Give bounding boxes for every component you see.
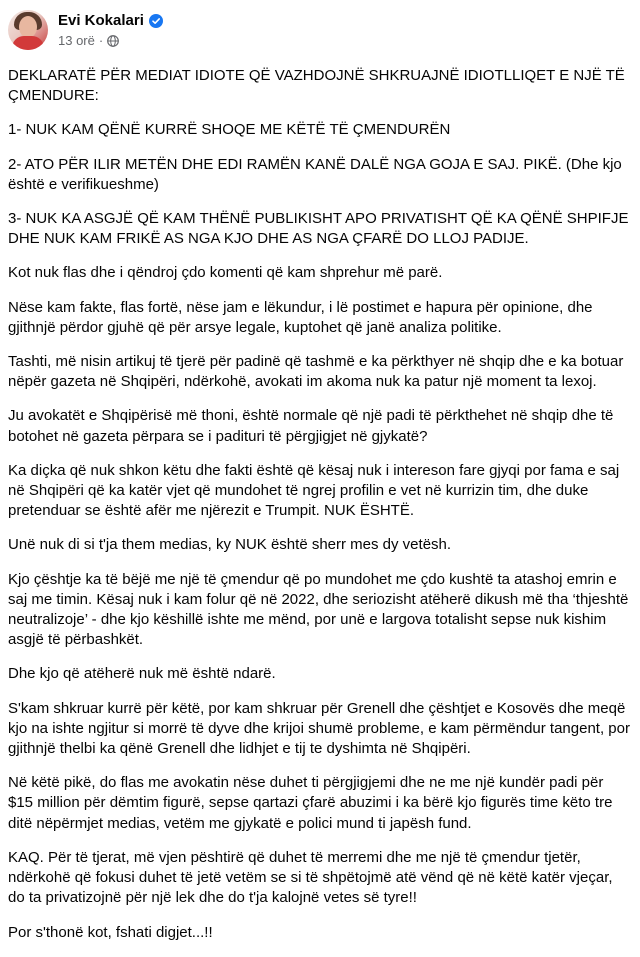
post-paragraph: Ju avokatët e Shqipërisë më thoni, është normale që një padi të përkthehet në shqip dhe të botohet në gazeta përpara se i padituri të përgjigjet në gjykatë? [8, 407, 614, 445]
verified-badge-icon [149, 14, 163, 28]
post-paragraph: DEKLARATË PËR MEDIAT IDIOTE QË VAZHDOJNË SHKRUAJNË IDIOTLLIQET E NJË TË ÇMENDURE: [8, 67, 625, 105]
avatar[interactable] [8, 10, 48, 50]
post-paragraph: Kot nuk flas dhe i qëndroj çdo komenti që kam shprehur më parë. [8, 264, 443, 282]
post-paragraph: Në këtë pikë, do flas me avokatin nëse duhet ti përgjigjemi dhe ne me një kundër padi për $15 million për dëmtim figurë, sepse qartazi çfarë abuzimi i ka bërë kjo figurës time këto tre ditë nëpërmjet medias, vetëm me gjykatë e polici mund ti japësh fund. [8, 774, 613, 832]
separator-dot: · [98, 33, 104, 48]
post-paragraph: Tashti, më nisin artikuj të tjerë për padinë që tashmë e ka përkthyer në shqip dhe e ka botuar nëpër gazeta në Shqipëri, ndërkohë, avokati im akoma nuk ka patur një moment ta lexoj. [8, 353, 624, 391]
post-text [8, 66, 630, 957]
post-header [8, 10, 632, 54]
post-paragraph: Kjo çështje ka të bëjë me një të çmendur që po mundohet me çdo kushtë ta atashoj emrin e saj me timin. Kësaj nuk i kam folur që në 2022, dhe seriozisht atëherë dikush më tha ‘thjeshtë neutralizoje’ - dhe kjo këshillë ishte me mënd, por unë e largova totalisht sepse nuk kishim asgjë të përbashkët. [8, 570, 629, 649]
post-paragraph: KAQ. Për të tjerat, më vjen pështirë që duhet të merremi dhe me një të çmendur tjetër, ndërkohë që fokusi duhet të jetë vetëm se si të shpëtojmë atë vënd që në këtë katër vjeçar, do ta privatizojnë për një lek dhe do t'ja kalojnë vetes së tyre!! [8, 848, 613, 907]
post-paragraph: Dhe kjo që atëherë nuk më është ndarë. [8, 665, 276, 683]
post-paragraph: Por s'thonë kot, fshati digjet...!! [8, 923, 213, 941]
globe-icon[interactable] [107, 35, 119, 47]
author-row [58, 12, 163, 29]
post-paragraph: Nëse kam fakte, flas fortë, nëse jam e lëkundur, i lë postimet e hapura për opinione, dhe gjithnjë përdor gjuhë që për arsye legale, kuptohet që janë analiza politike. [8, 298, 593, 336]
post-paragraph: 3- NUK KA ASGJË QË KAM THËNË PUBLIKISHT APO PRIVATISHT QË KA QËNË SHPIFJE DHE NUK KAM FRIKË AS NGA KJO DHE AS NGA ÇFARË DO LLOJ PADIJE. [8, 210, 629, 248]
post-timestamp[interactable]: 13 orë [58, 33, 95, 48]
post-paragraph: 2- ATO PËR ILIR METËN DHE EDI RAMËN KANË DALË NGA GOJA E SAJ. PIKË. (Dhe kjo është e verifikueshme) [8, 155, 622, 193]
post-meta [58, 33, 119, 48]
post-paragraph: 1- NUK KAM QËNË KURRË SHOQE ME KËTË TË ÇMENDURËN [8, 121, 451, 139]
post-paragraph: Unë nuk di si t'ja them medias, ky NUK është sherr mes dy vetësh. [8, 536, 452, 554]
author-name[interactable]: Evi Kokalari [58, 12, 144, 29]
post-paragraph: Ka diçka që nuk shkon këtu dhe fakti është që kësaj nuk i intereson fare gjyqi por fama e saj në Shqipëri që ka katër vjet që mundohet të ngrej profilin e vet në kurrizin tim, dhe duke pretenduar se është afër me njërezit e Trumpit. NUK ËSHTË. [8, 461, 620, 520]
post-paragraph: S'kam shkruar kurrë për këtë, por kam shkruar për Grenell dhe çështjet e Kosovës dhe meqë kjo na ishte ngjitur si morrë të dyve dhe krijoi shumë probleme, e kam përmëndur tangent, por gjithnjë thelbi ka qënë Grenell dhe lidhjet e tij te dyshimta në Shqipëri. [8, 699, 630, 758]
